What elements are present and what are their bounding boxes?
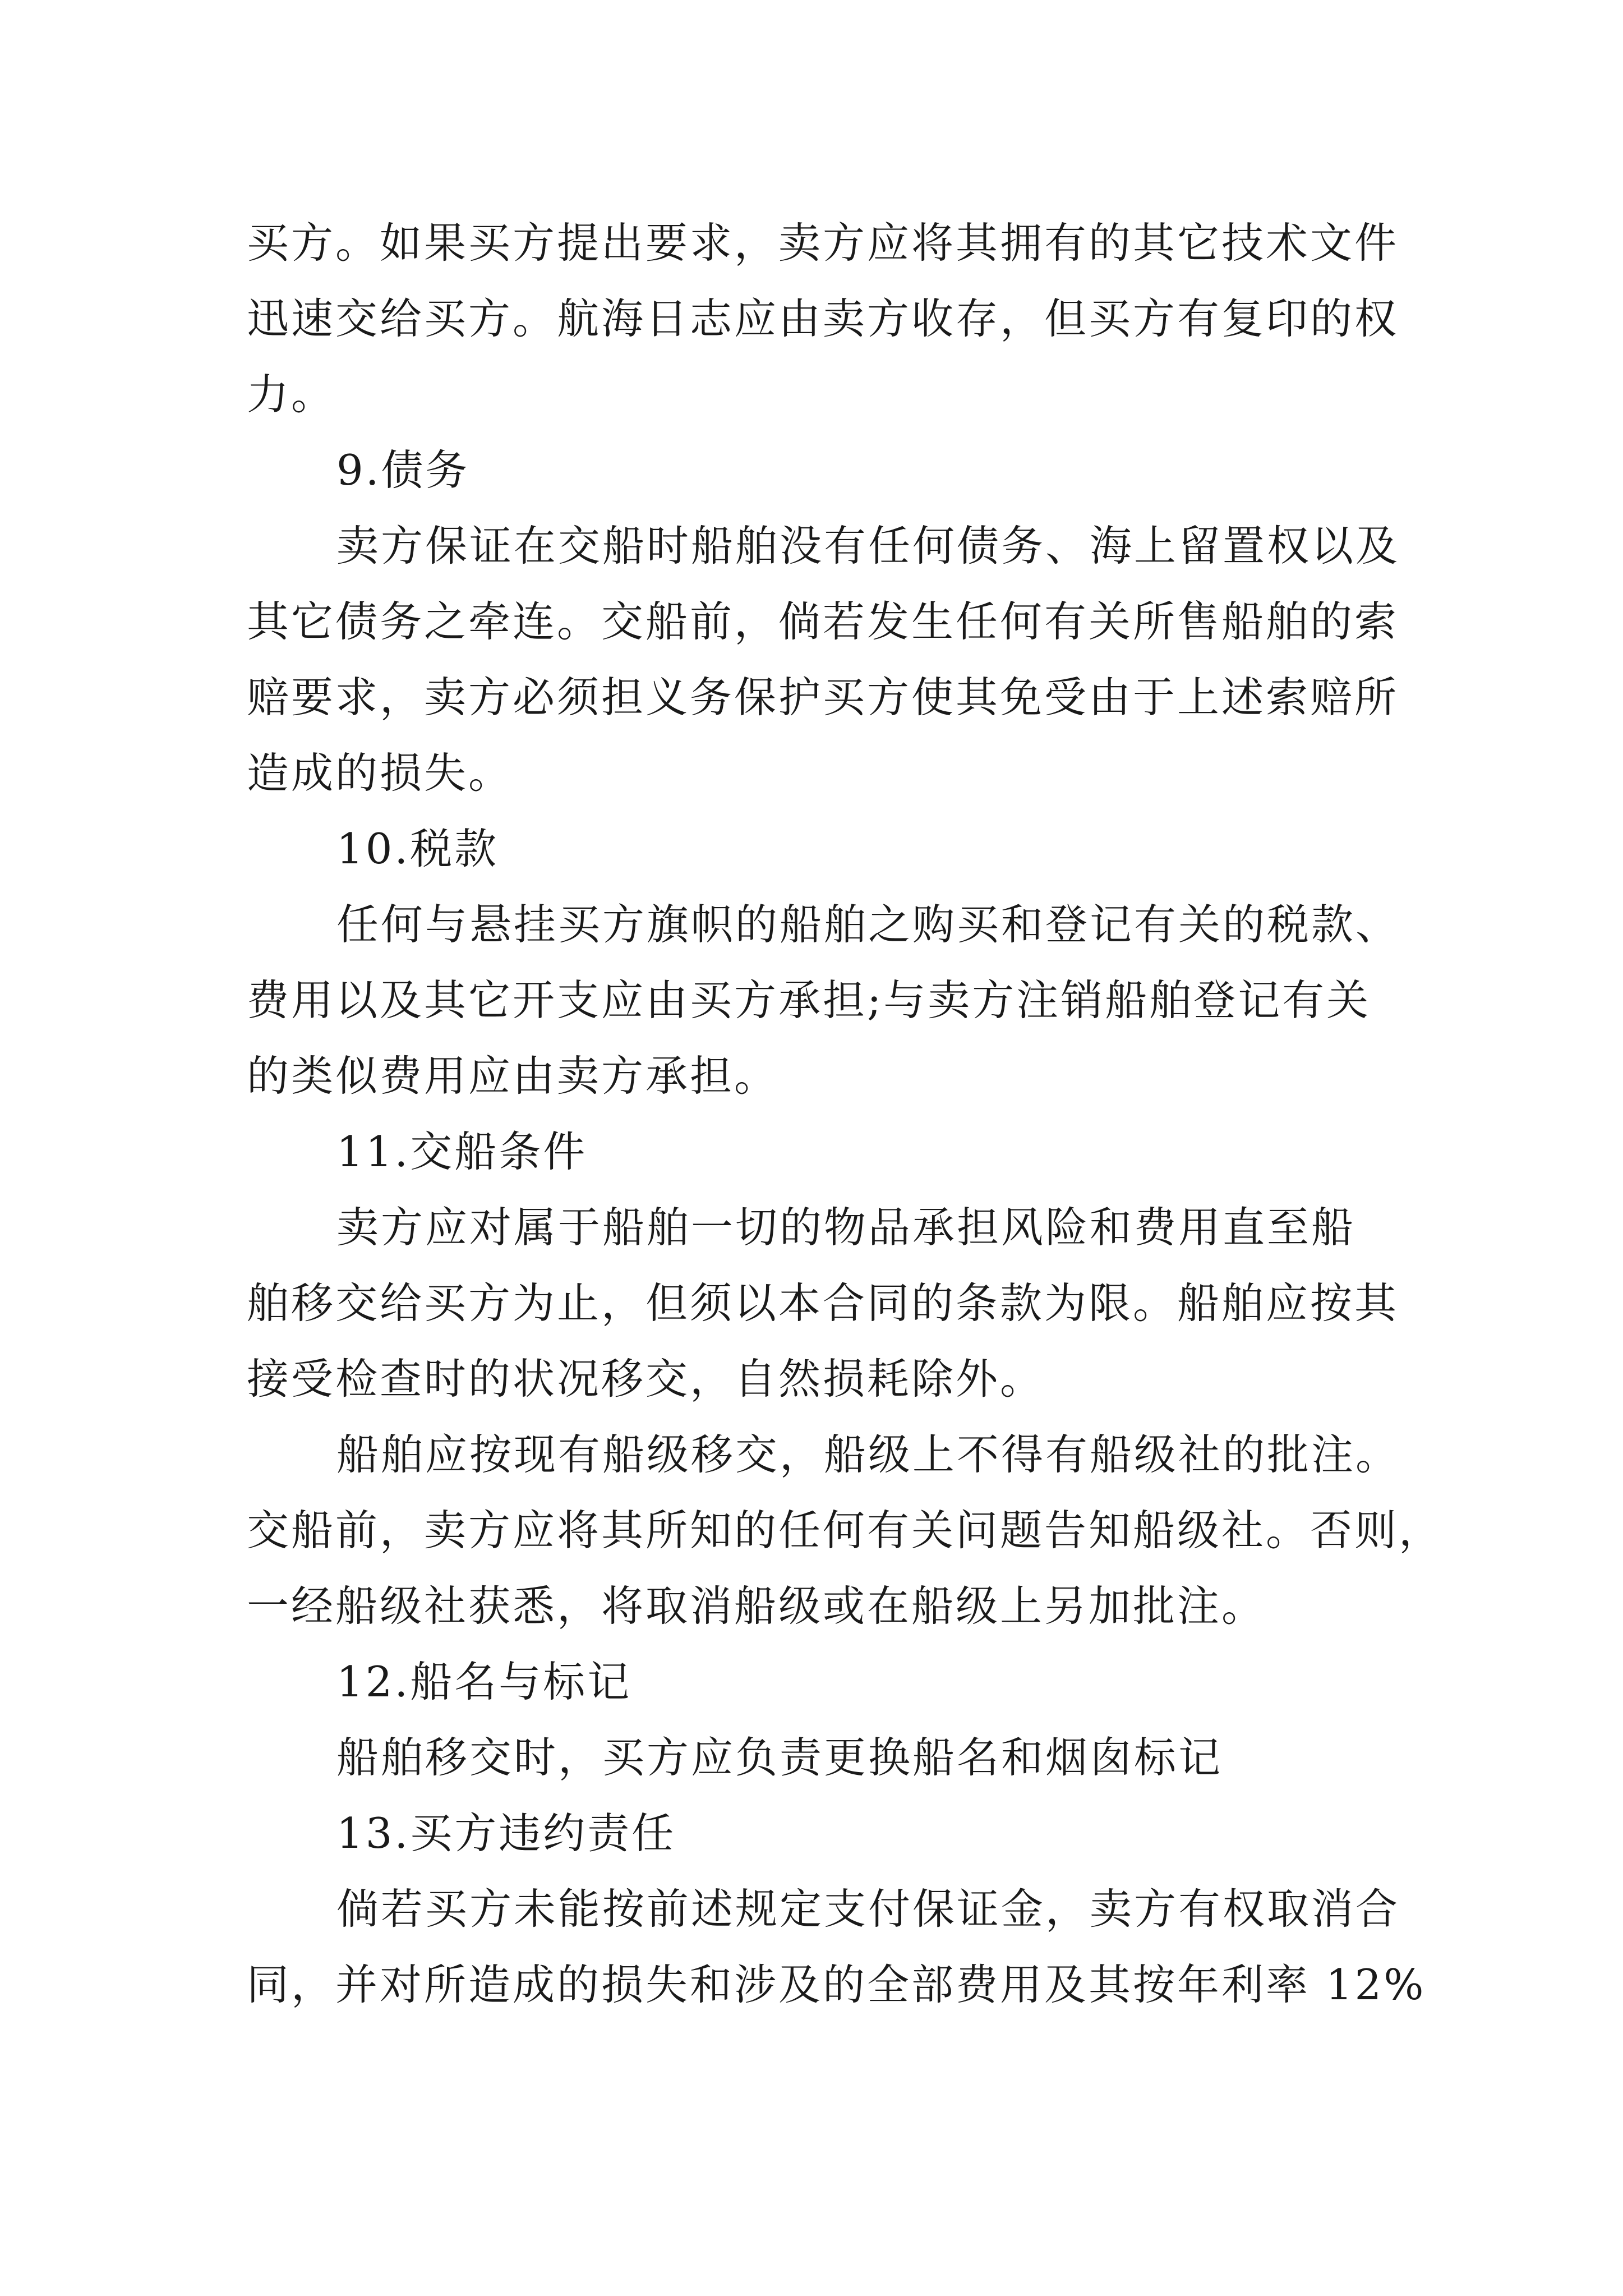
paragraph-line: 同，并对所造成的损失和涉及的全部费用及其按年利率 12% xyxy=(247,1960,1426,2009)
paragraph-line: 倘若买方未能按前述规定支付保证金，卖方有权取消合 xyxy=(336,1884,1400,1934)
paragraph-line: 迅速交给买方。航海日志应由卖方收存，但买方有复印的权 xyxy=(247,294,1399,343)
paragraph-line: 一经船级社获悉，将取消船级或在船级上另加批注。 xyxy=(247,1581,1266,1631)
paragraph-line: 赔要求，卖方必须担义务保护买方使其免受由于上述索赔所 xyxy=(247,673,1399,722)
paragraph-line: 卖方保证在交船时船舶没有任何债务、海上留置权以及 xyxy=(336,521,1400,570)
paragraph-line: 造成的损失。 xyxy=(247,748,513,798)
paragraph-line: 买方。如果买方提出要求，卖方应将其拥有的其它技术文件 xyxy=(247,218,1399,268)
section-heading: 12.船名与标记 xyxy=(336,1657,632,1706)
section-heading: 10.税款 xyxy=(336,824,499,873)
paragraph-line: 船舶移交时，买方应负责更换船名和烟囱标记 xyxy=(336,1733,1223,1782)
paragraph-line: 力。 xyxy=(247,370,336,419)
section-heading: 13.买方违约责任 xyxy=(336,1809,676,1858)
paragraph-line: 舶移交给买方为止，但须以本合同的条款为限。船舶应按其 xyxy=(247,1278,1399,1328)
paragraph-line: 费用以及其它开支应由买方承担;与卖方注销船舶登记有关 xyxy=(247,976,1371,1025)
paragraph-line: 的类似费用应由卖方承担。 xyxy=(247,1051,779,1101)
paragraph-line: 交船前，卖方应将其所知的任何有关问题告知船级社。否则， xyxy=(247,1506,1444,1555)
paragraph-line: 接受检查时的状况移交，自然损耗除外。 xyxy=(247,1354,1045,1404)
paragraph-line: 船舶应按现有船级移交，船级上不得有船级社的批注。 xyxy=(336,1430,1400,1479)
section-heading: 11.交船条件 xyxy=(336,1127,588,1176)
paragraph-line: 任何与悬挂买方旗帜的船舶之购买和登记有关的税款、 xyxy=(336,900,1400,949)
paragraph-line: 其它债务之牵连。交船前，倘若发生任何有关所售船舶的索 xyxy=(247,597,1399,646)
section-heading: 9.债务 xyxy=(336,445,470,495)
paragraph-line: 卖方应对属于船舶一切的物品承担风险和费用直至船 xyxy=(336,1203,1356,1252)
